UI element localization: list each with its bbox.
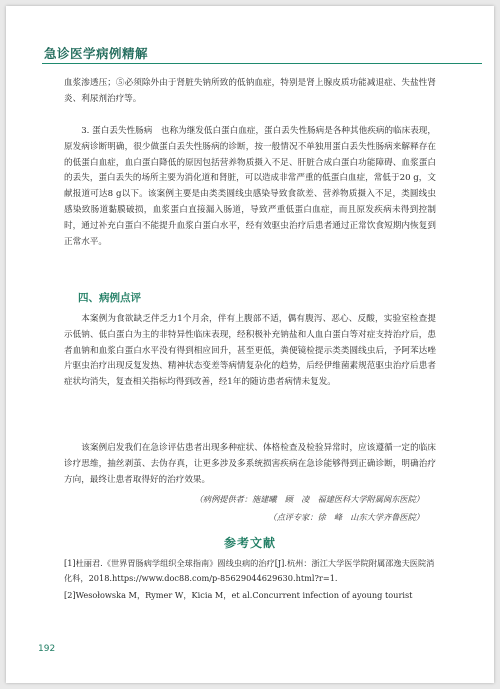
paragraph-2: 3. 蛋白丢失性肠病 也称为继发低白蛋白血症，蛋白丢失性肠病是各种其他疾病的临床表现，原发病诊断明确，很少做蛋白丢失性肠病的诊断，按一般情况不单独用蛋白丢失性肠病来解释存在的低蛋白血症，血白蛋白降低的原因包括营养物质摄入不足、肝脏合成白蛋白功能障碍、血浆蛋白的丢失，蛋白丢失的场所主要为消化道和肾脏，可以造成非常严重的低蛋白血症，常低于20 g，文献报道可达8 g以下。该案例主要是由类类圆线虫感染导致食欲差、营养物质摄入不足，类圆线虫感染致肠道黏膜破损，血浆蛋白直接漏入肠道，导致严重低蛋白血症，而且原发疾病未得到控制时，通过补充白蛋白不能提升血浆白蛋白水平，经有效驱虫治疗后患者通过正常饮食短期内恢复到正常水平。 — [64, 126, 436, 247]
reviewer-credit: （点评专家：徐 峰 山东大学齐鲁医院） — [268, 512, 424, 522]
paragraph-3: 本案例为食欲缺乏伴乏力1个月余，伴有上腹部不适，偶有腹泻、恶心、反酸，实验室检查提示低钠、低白蛋白为主的非特异性临床表现，经积极补充钠盐和人血白蛋白等对症支持治疗后，患者血钠和血浆白蛋白水平没有得到相应回升，甚至更低，粪便镜检提示类类圆线虫后，予阿苯达唑片驱虫治疗出现反复发热、精神状态变差等病情复杂化的趋势，后经伊维菌素规范驱虫治疗后患者症状均消失，复查相关指标均得到改善，经1年的随访患者病情未复发。 — [64, 314, 436, 388]
paragraph-4: 该案例启发我们在急诊评估患者出现多种症状、体格检查及检验异常时，应该遵循一定的临床诊疗思维，抽丝剥茧、去伪存真，让更多涉及多系统损害疾病在急诊能够得到正确诊断，明确治疗方向，最终让患者取得好的治疗效果。 — [64, 443, 436, 485]
references-heading: 参考文献 — [223, 536, 276, 550]
paragraph-1: 血浆渗透压；⑤必须除外由于肾脏失钠所致的低钠血症，特别是肾上腺皮质功能减退症、失盐性肾炎、利尿剂治疗等。 — [64, 78, 436, 104]
document-page — [6, 6, 494, 683]
reference-item-1: [1]杜丽君.《世界胃肠病学组织全球指南》圆线虫病的治疗[J].杭州：浙江大学医学院附属邵逸夫医院消化科，2018.https://www.doc88.com/p-85629044629630.html?r=1. — [64, 558, 435, 583]
header-divider — [42, 63, 482, 64]
section-heading-case-review: 四、病例点评 — [78, 292, 141, 304]
case-provider-credit: （病例提供者：施建曦 顾 凌 福建医科大学附属闽东医院） — [194, 494, 424, 504]
reference-item-2: [2]Wesołowska M，Rymer W，Kicia M，et al.Concurrent infection of ayoung tourist — [64, 590, 413, 600]
page-number: 192 — [38, 644, 56, 654]
book-title: 急诊医学病例精解 — [44, 46, 149, 61]
